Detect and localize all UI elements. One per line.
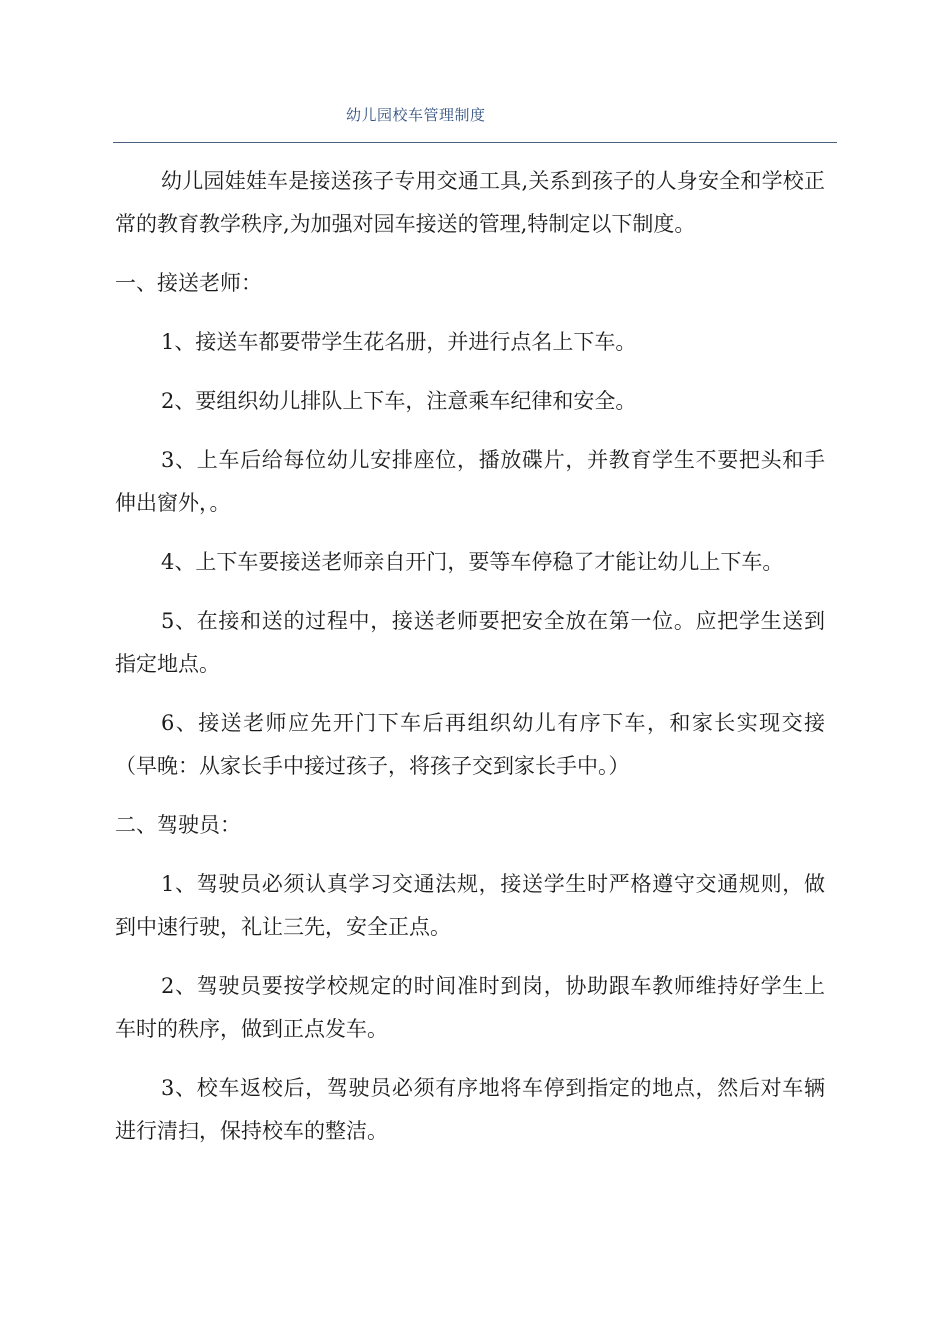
document-body [115, 160, 825, 1169]
section-heading-drivers: 二、驾驶员： [115, 813, 241, 837]
list-item: 2、驾驶员要按学校规定的时间准时到岗，协助跟车教师维持好学生上车时的秩序，做到正点发车。 [115, 974, 825, 1041]
header-title: 幼儿园校车管理制度 [346, 106, 486, 124]
list-item: 1、驾驶员必须认真学习交通法规，接送学生时严格遵守交通规则，做到中速行驶，礼让三先，安全正点。 [115, 872, 825, 939]
list-item: 3、上车后给每位幼儿安排座位，播放碟片，并教育学生不要把头和手伸出窗外，。 [115, 448, 825, 515]
list-item: 1、接送车都要带学生花名册，并进行点名上下车。 [161, 330, 637, 354]
list-item: 6、接送老师应先开门下车后再组织幼儿有序下车，和家长实现交接（早晚：从家长手中接过孩子，将孩子交到家长手中。） [115, 711, 825, 778]
intro-paragraph: 幼儿园娃娃车是接送孩子专用交通工具,关系到孩子的人身安全和学校正常的教育教学秩序,为加强对园车接送的管理,特制定以下制度。 [115, 169, 825, 236]
header-divider [113, 142, 837, 143]
list-item: 4、上下车要接送老师亲自开门，要等车停稳了才能让幼儿上下车。 [161, 550, 784, 574]
section-heading-teachers: 一、接送老师： [115, 271, 262, 295]
list-item: 2、要组织幼儿排队上下车，注意乘车纪律和安全。 [161, 389, 637, 413]
list-item: 5、在接和送的过程中，接送老师要把安全放在第一位。应把学生送到指定地点。 [115, 609, 825, 676]
list-item: 3、校车返校后，驾驶员必须有序地将车停到指定的地点，然后对车辆进行清扫，保持校车的整洁。 [115, 1076, 825, 1143]
